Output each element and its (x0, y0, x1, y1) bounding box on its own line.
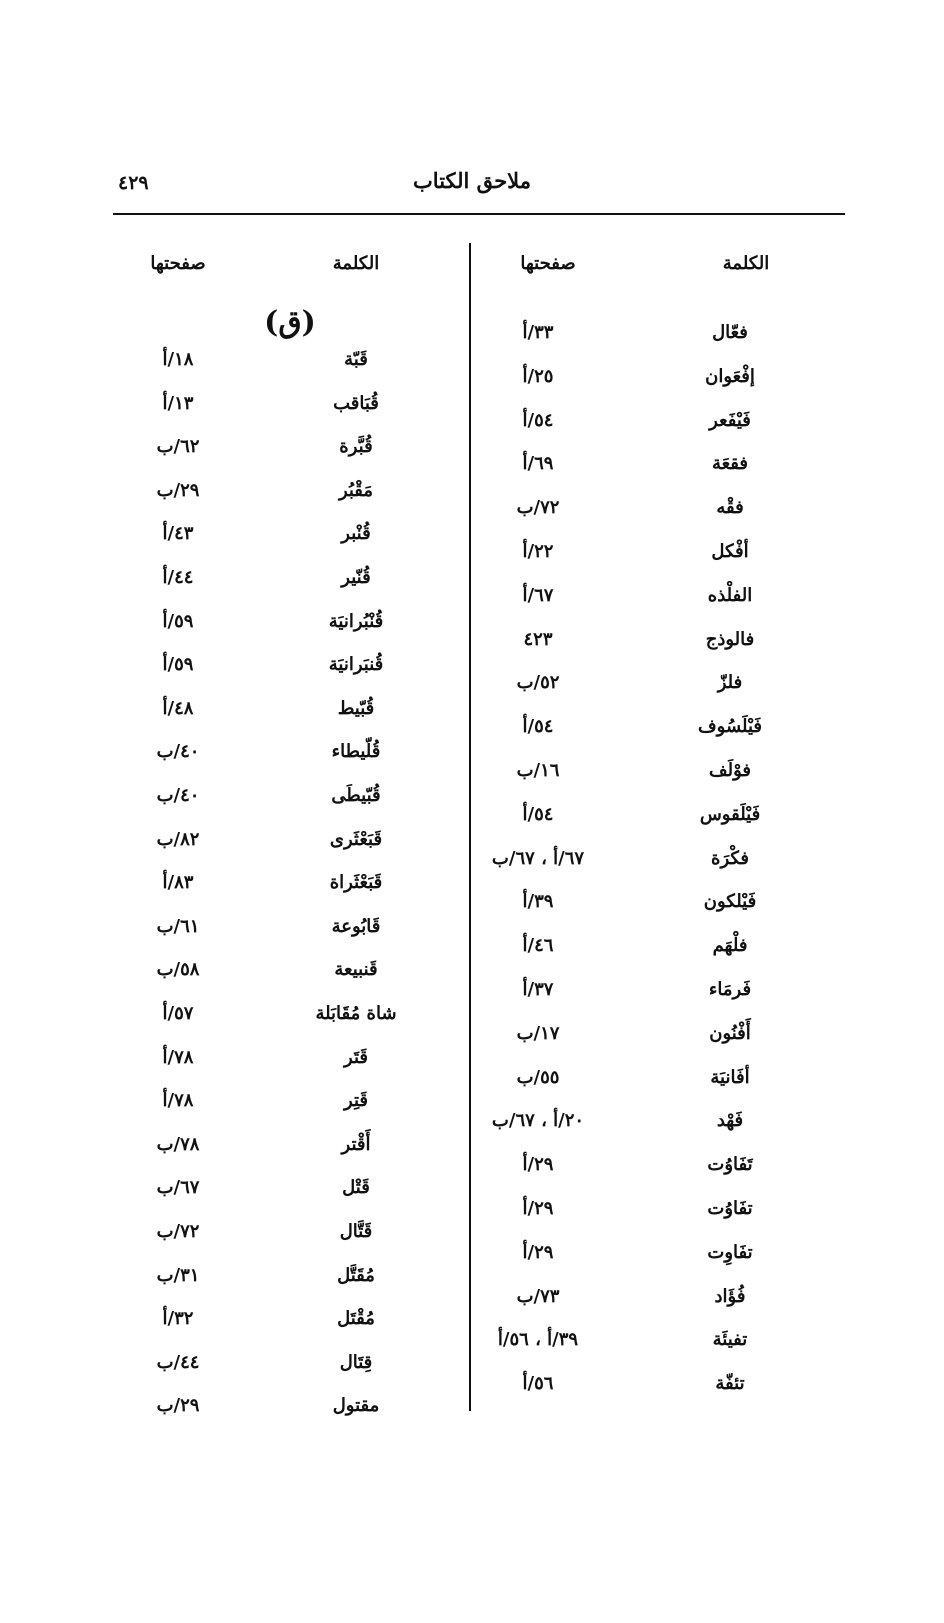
entry-word: فَيْلَقوس (699, 804, 761, 825)
entry-word: تفيئَة (712, 1329, 748, 1350)
entry-page-ref: ٢٩/أ (522, 1242, 554, 1263)
left-column-entry (0, 1043, 944, 1087)
entry-word: قُنبَرانيَة (328, 654, 384, 675)
left-column-entry (0, 432, 944, 476)
entry-page-ref: ١٨/أ (162, 349, 194, 370)
entry-page-ref: ٣٢/أ (162, 1308, 194, 1329)
entry-page-ref: ٢٩/ب (156, 1395, 200, 1416)
entry-page-ref: ٥٤/أ (522, 410, 554, 431)
left-column-entry (0, 781, 944, 825)
entry-word: قُبَاقب (333, 393, 379, 414)
left-column-entry (0, 737, 944, 781)
entry-word: أَقْتر (341, 1134, 371, 1155)
left-column-entry (0, 1217, 944, 1261)
entry-page-ref: ٥٨/ب (156, 959, 200, 980)
entry-page-ref: ٢٢/أ (522, 541, 554, 562)
entry-word: شاة مُقَابَلة (315, 1003, 397, 1024)
entry-page-ref: ٥٩/أ (162, 611, 194, 632)
entry-word: إفْعَوان (705, 366, 755, 387)
entry-page-ref: ٧٣/ب (516, 1286, 560, 1307)
left-column-entry (0, 389, 944, 433)
entry-page-ref: ٥٢/ب (516, 672, 560, 693)
right-word-header: الكلمة (722, 253, 770, 274)
entry-page-ref: ٥٦/أ (522, 1373, 554, 1394)
entry-page-ref: ٣٣/أ (522, 322, 554, 343)
entry-word: قَتَّال (339, 1221, 373, 1242)
entry-page-ref: ٢٩/أ (522, 1154, 554, 1175)
left-column-entry (0, 1173, 944, 1217)
entry-word: تئفّة (715, 1373, 745, 1394)
entry-word: فَيْفَعر (709, 410, 751, 431)
entry-word: تفَاوِت (707, 1242, 753, 1263)
entry-page-ref: ٥٤/أ (522, 716, 554, 737)
entry-page-ref: ٦٩/أ (522, 453, 554, 474)
left-column-entry (0, 650, 944, 694)
entry-word: فقعَة (711, 453, 749, 474)
entry-page-ref: ٥٧/أ (162, 1003, 194, 1024)
left-column-entry (0, 868, 944, 912)
entry-word: فَيْلكون (703, 891, 757, 912)
entry-word: الفلْذه (707, 585, 753, 606)
entry-page-ref: ٣٩/أ ، ٥٦/أ (497, 1329, 579, 1350)
entry-word: قَتْل (342, 1177, 370, 1198)
entry-word: فَيْلَسُوف (697, 716, 762, 737)
entry-word: فلْهَم (712, 935, 748, 956)
left-column-entry (0, 476, 944, 520)
entry-word: قُلّيطاء (331, 741, 381, 762)
entry-page-ref: ٤٠/ب (156, 741, 200, 762)
entry-word: قَبَعْثَرى (329, 829, 383, 850)
entry-word: فالوذج (705, 629, 755, 650)
entry-page-ref: ٤٠/ب (156, 785, 200, 806)
entry-word: فَهْد (716, 1110, 744, 1131)
entry-page-ref: ١٣/أ (162, 393, 194, 414)
left-column-entry (0, 955, 944, 999)
entry-page-ref: ٤٨/أ (162, 698, 194, 719)
entry-word: أَفْنُون (709, 1023, 751, 1044)
entry-word: فقْه (716, 497, 744, 518)
left-column-entry (0, 1261, 944, 1305)
entry-page-ref: ٥٩/أ (162, 654, 194, 675)
entry-word: قِتَال (339, 1352, 373, 1373)
entry-word: تَفَاوُت (707, 1154, 753, 1175)
entry-word: فكْرَة (711, 848, 749, 869)
entry-page-ref: ٤٤/أ (162, 567, 194, 588)
left-column-entry (0, 519, 944, 563)
left-column-entry (0, 345, 944, 389)
left-column-entry (0, 1304, 944, 1348)
left-column-entry (0, 1391, 944, 1435)
entry-word: قَابُوعة (331, 916, 381, 937)
left-column-entry (0, 999, 944, 1043)
entry-page-ref: ٧٢/ب (156, 1221, 200, 1242)
entry-page-ref: ٣٩/أ (522, 891, 554, 912)
entry-word: أفَانيَة (710, 1067, 750, 1088)
left-column-entry (0, 1130, 944, 1174)
entry-page-ref: ٧٨/أ (162, 1047, 194, 1068)
left-column-entry (0, 825, 944, 869)
entry-page-ref: ٥٤/أ (522, 804, 554, 825)
left-column-entry (0, 912, 944, 956)
entry-page-ref: ٣٧/أ (522, 979, 554, 1000)
entry-page-ref: ٤٦/أ (522, 935, 554, 956)
running-title: ملاحق الكتاب (413, 168, 531, 193)
entry-page-ref: ٧٨/أ (162, 1090, 194, 1111)
entry-word: قُنْبُرانيَة (328, 611, 384, 632)
entry-word: قَتَر (344, 1047, 368, 1068)
entry-page-ref: ٣١/ب (156, 1265, 200, 1286)
entry-word: مُقْتَل (337, 1308, 375, 1329)
entry-word: قَبَعْثَراة (329, 872, 383, 893)
entry-page-ref: ٧٨/ب (156, 1134, 200, 1155)
entry-word: فعّال (712, 322, 748, 343)
entry-word: مقتول (332, 1395, 380, 1416)
entry-page-ref: ٢٠/أ ، ٦٧/ب (491, 1110, 585, 1131)
entry-page-ref: ٢٩/ب (156, 480, 200, 501)
entry-word: أفْكل (711, 541, 749, 562)
page-number: ٤٢٩ (118, 172, 149, 194)
entry-page-ref: ١٧/ب (516, 1023, 560, 1044)
entry-page-ref: ٦٢/ب (156, 436, 200, 457)
entry-word: تفَاوُت (707, 1198, 753, 1219)
entry-word: قَنبيعة (334, 959, 378, 980)
entry-page-ref: ٦١/ب (156, 916, 200, 937)
entry-page-ref: ٤٤/ب (156, 1352, 200, 1373)
entry-page-ref: ٦٧/أ (522, 585, 554, 606)
entry-word: فلزّ (717, 672, 743, 693)
left-column-entry (0, 694, 944, 738)
entry-word: فُؤَاد (714, 1286, 746, 1307)
entry-page-ref: ٥٥/ب (516, 1067, 560, 1088)
left-column-entry (0, 1086, 944, 1130)
entry-page-ref: ٢٩/أ (522, 1198, 554, 1219)
entry-word: مَقْبُر (338, 480, 374, 501)
section-letter-qaf: (ق) (264, 305, 316, 340)
entry-word: قَتِر (344, 1090, 368, 1111)
entry-page-ref: ٧٢/ب (516, 497, 560, 518)
entry-page-ref: ١٦/ب (516, 760, 560, 781)
left-column-entry (0, 563, 944, 607)
entry-page-ref: ٤٢٣ (523, 629, 553, 650)
left-column-entry (0, 607, 944, 651)
entry-word: قُبّيطَى (331, 785, 381, 806)
entry-word: قَبّة (344, 349, 368, 370)
entry-page-ref: ٨٢/ب (156, 829, 200, 850)
entry-word: قُنّير (341, 567, 371, 588)
entry-word: فَرمَاء (708, 979, 752, 1000)
entry-word: قُبّيط (337, 698, 375, 719)
entry-page-ref: ٤٣/أ (162, 523, 194, 544)
entry-word: فوْلَف (708, 760, 752, 781)
entry-page-ref: ٦٧/ب (156, 1177, 200, 1198)
entry-page-ref: ٦٧/أ ، ٦٧/ب (491, 848, 585, 869)
right-page-header: صفحتها (520, 253, 576, 274)
entry-word: قُبَّرة (339, 436, 373, 457)
entry-word: مُقَتَّل (337, 1265, 375, 1286)
left-page-header: صفحتها (150, 253, 206, 274)
entry-word: قُنْبر (341, 523, 371, 544)
entry-page-ref: ٨٣/أ (162, 872, 194, 893)
left-column-entry (0, 1348, 944, 1392)
left-word-header: الكلمة (332, 253, 380, 274)
entry-page-ref: ٢٥/أ (522, 366, 554, 387)
